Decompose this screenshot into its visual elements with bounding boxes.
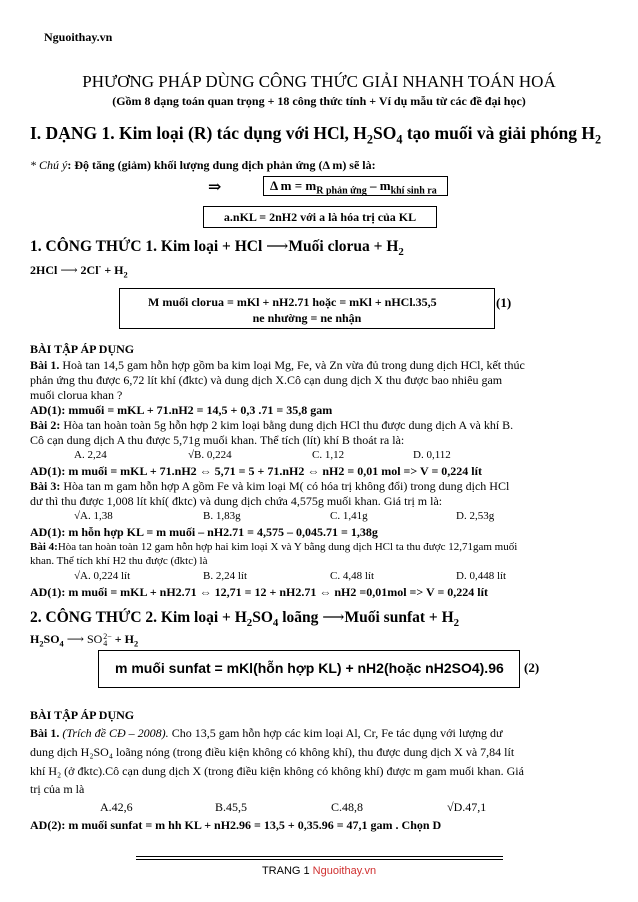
option-b: B. 2,24 lít: [203, 570, 248, 582]
reaction-arrow: ⟶: [63, 632, 87, 646]
ex1-b4-line2: khan. Thể tích khí H2 thu được (đktc) là: [30, 555, 208, 567]
formula2-heading: [30, 608, 459, 629]
section-heading-end: tạo muối và giải phóng H: [402, 123, 596, 143]
question-label: Bài 3:: [30, 479, 61, 493]
option-d: D. 0,448 lít: [456, 570, 507, 582]
question-label: Bài 1.: [30, 358, 60, 372]
footer-site-link[interactable]: Nguoithay.vn: [312, 865, 377, 877]
option-a: A. 2,24: [74, 449, 107, 461]
footer-rule-bottom: [136, 859, 503, 860]
reaction-arrow: ⟶: [266, 238, 289, 255]
exercises-heading: BÀI TẬP ÁP DỤNG: [30, 342, 135, 356]
option-c: C. 1,12: [312, 449, 345, 461]
option-d: √D.47,1: [447, 800, 487, 814]
formula1-box-line2: ne nhường = ne nhận: [252, 311, 362, 325]
formula2-heading-text: 2. CÔNG THỨC 2. Kim loại + H: [30, 609, 247, 626]
footer: [0, 865, 638, 877]
formula1-heading: [30, 237, 404, 258]
formula1-box-line1: M muối clorua = mKl + nH2.71 hoặc = mKl + nHCl.35,5: [148, 295, 437, 309]
ex1-b4-line1: [30, 541, 517, 553]
formula2-heading-sub2: 4: [272, 617, 279, 630]
footer-rule-top: [136, 856, 503, 857]
eq-sub: 2: [39, 639, 44, 649]
ex1-b1-line2: phản ứng thu được 6,72 lít khí (đktc) và dung dịch X.Cô cạn dung dịch X thu được bao nhiêu gam: [30, 373, 503, 387]
option-a: A.42,6: [100, 800, 133, 814]
eq-sub2: 4: [59, 639, 64, 649]
delta-m-formula-box: [263, 176, 448, 196]
ex1-b2-line1: [30, 418, 513, 433]
ex1-b3-line1: [30, 479, 509, 494]
delta-m-formula: [270, 178, 437, 197]
option-d: D. 2,53g: [456, 510, 495, 522]
delta-m-sub-a: R phản ứng: [316, 185, 367, 197]
ex1-b2-line2: Cô cạn dung dịch A thu được 5,71g muối khan. Thể tích (lít) khí B thoát ra là:: [30, 433, 405, 447]
sulfate-charge: 2−: [103, 632, 112, 642]
section-heading-sub: 2: [366, 132, 373, 147]
eq-sup: -: [98, 262, 102, 271]
option-c: C. 1,41g: [330, 510, 368, 522]
question-text: Hòa tan m gam hỗn hợp A gồm Fe và kim loại M( có hóa trị không đổi) trong dung dịch HCl: [60, 479, 510, 493]
section-heading: [30, 123, 601, 148]
page-title: PHƯƠNG PHÁP DÙNG CÔNG THỨC GIẢI NHANH TOÁN HOÁ: [82, 72, 556, 91]
option-b: B. 1,83g: [203, 510, 241, 522]
note-text: : Độ tăng (giảm) khối lượng dung dịch phản ứng (Δ m) sẽ là:: [67, 158, 376, 172]
question-label: Bài 4:: [30, 541, 58, 553]
option-b: √B. 0,224: [188, 449, 232, 461]
delta-m-part-b: – m: [366, 178, 391, 193]
delta-m-part-a: Δ m = m: [270, 178, 317, 193]
valence-formula: a.nKL = 2nH2 với a là hóa trị của KL: [223, 210, 417, 224]
option-c: C. 4,48 lít: [330, 570, 375, 582]
section-heading-sub2: 4: [396, 132, 403, 147]
formula1-heading-end: Muối clorua + H: [288, 238, 399, 255]
option-c: C.48,8: [331, 800, 364, 814]
formula2-heading-end: Muối sunfat + H: [344, 609, 454, 626]
eq-sub: 2: [123, 270, 128, 280]
ex2-b1-line1: [30, 726, 503, 741]
formula2-box: [98, 650, 520, 688]
eq-right: 2Cl: [77, 263, 99, 277]
formula2-heading-mid: SO: [252, 609, 273, 626]
ex2-b1-line3: khí H₂ (ở đktc).Cô cạn dung dịch X (trong điều kiện không có không khí) được m gam muối khan. Giá: [30, 764, 524, 778]
formula2-heading-sub: 2: [246, 617, 253, 630]
option-a: √A. 1,38: [74, 510, 113, 522]
eq-end: + H: [111, 632, 134, 646]
valence-formula-box: [203, 206, 437, 228]
formula1-heading-sub: 2: [398, 246, 404, 259]
section-heading-text: I. DẠNG 1. Kim loại (R) tác dụng với HCl, H: [30, 123, 367, 143]
implies-arrow: ⇒: [208, 179, 222, 196]
ex1-b4-answer: AD(1): m muối = mKL + nH2.71 ⇔ 12,71 = 12 + nH2.71 ⇔ nH2 =0,01mol => V = 0,224 lít: [30, 585, 488, 599]
eq-mid: SO: [43, 632, 60, 646]
question-label: Bài 1.: [30, 726, 60, 740]
site-header: Nguoithay.vn: [44, 30, 113, 44]
note-line: [30, 158, 376, 173]
option-a: √A. 0,224 lít: [74, 570, 131, 582]
section-heading-mid: SO: [372, 123, 397, 143]
ex1-b1-line1: [30, 358, 525, 373]
ex2-b1-answer: AD(2): m muối sunfat = m hh KL + nH2.96 = 13,5 + 0,35.96 = 47,1 gam . Chọn D: [30, 818, 442, 832]
formula2-box-text: m muối sunfat = mKl(hỗn hợp KL) + nH2(hoặc nH2SO4).96: [115, 660, 504, 676]
ex1-b2-answer: AD(1): m muối = mKL + 71.nH2 ⇔ 5,71 = 5 + 71.nH2 ⇔ nH2 = 0,01 mol => V = 0,224 lít: [30, 464, 482, 478]
ex1-b1-line3: muối clorua khan ?: [30, 388, 123, 402]
section-heading-sub3: 2: [595, 132, 602, 147]
note-prefix: * Chú ý: [30, 158, 68, 172]
option-d: D. 0,112: [413, 449, 451, 461]
eq-left: H: [30, 632, 40, 646]
delta-m-sub-b: khí sinh ra: [390, 185, 437, 197]
formula2-heading-sub3: 2: [453, 617, 460, 630]
sulfate-sub: 4: [103, 639, 108, 649]
ex1-b1-answer: AD(1): mmuối = mKL + 71.nH2 = 14,5 + 0,3 .71 = 35,8 gam: [30, 403, 333, 417]
ex2-b1-line2: dung dịch H₂SO₄ loãng nóng (trong điều kiện không có không khí), thu được dung dịch X và 7,84 lít: [30, 745, 515, 759]
reaction-arrow: ⟶: [60, 263, 78, 277]
option-b: B.45,5: [215, 800, 248, 814]
page-subtitle: (Gồm 8 dạng toán quan trọng + 18 công thức tính + Ví dụ mẫu từ các đề đại học): [112, 94, 526, 108]
question-text: Cho 13,5 gam hỗn hợp các kim loại Al, Cr, Fe tác dụng với lượng dư: [168, 726, 503, 740]
eq-left: 2HCl: [30, 263, 61, 277]
ex1-b3-line2: dư thì thu được 1,008 lít khí( đktc) và dung dịch chứa 4,575g muối khan. Giá trị m là:: [30, 494, 443, 508]
question-text: Hòa tan hoàn toàn 12 gam hỗn hợp hai kim loại X và Y bằng dung dịch HCl ta thu được 12,71gam muối: [57, 541, 518, 553]
formula2-equation: [30, 632, 138, 648]
formula1-tag: (1): [496, 295, 512, 310]
sulfate-ion: SO: [86, 632, 103, 646]
question-text: Hòa tan hoàn toàn 5g hỗn hợp 2 kim loại bằng dung dịch HCl thu được dung dịch A và khí B.: [60, 418, 514, 432]
reaction-arrow: ⟶: [322, 609, 345, 626]
exercises-heading-2: BÀI TẬP ÁP DỤNG: [30, 708, 135, 722]
question-source: (Trích đề CĐ – 2008).: [59, 726, 169, 740]
formula1-heading-text: 1. CÔNG THỨC 1. Kim loại + HCl: [30, 238, 267, 255]
ex2-b1-line4: trị của m là: [30, 782, 85, 796]
question-label: Bài 2:: [30, 418, 61, 432]
formula2-heading-mid2: loãng: [278, 609, 323, 626]
ex1-b3-answer: AD(1): m hỗn hợp KL = m muối – nH2.71 = 4,575 – 0,045.71 = 1,38g: [30, 525, 378, 539]
eq-end-sub: 2: [133, 639, 139, 649]
formula1-box: [119, 288, 495, 329]
footer-page: TRANG 1: [261, 865, 313, 877]
eq-end: + H: [101, 263, 124, 277]
question-text: Hoà tan 14,5 gam hỗn hợp gồm ba kim loại Mg, Fe, và Zn vừa đủ trong dung dịch HCl, kết thúc: [59, 358, 525, 372]
formula2-tag: (2): [524, 660, 540, 675]
formula1-equation: [30, 262, 128, 279]
